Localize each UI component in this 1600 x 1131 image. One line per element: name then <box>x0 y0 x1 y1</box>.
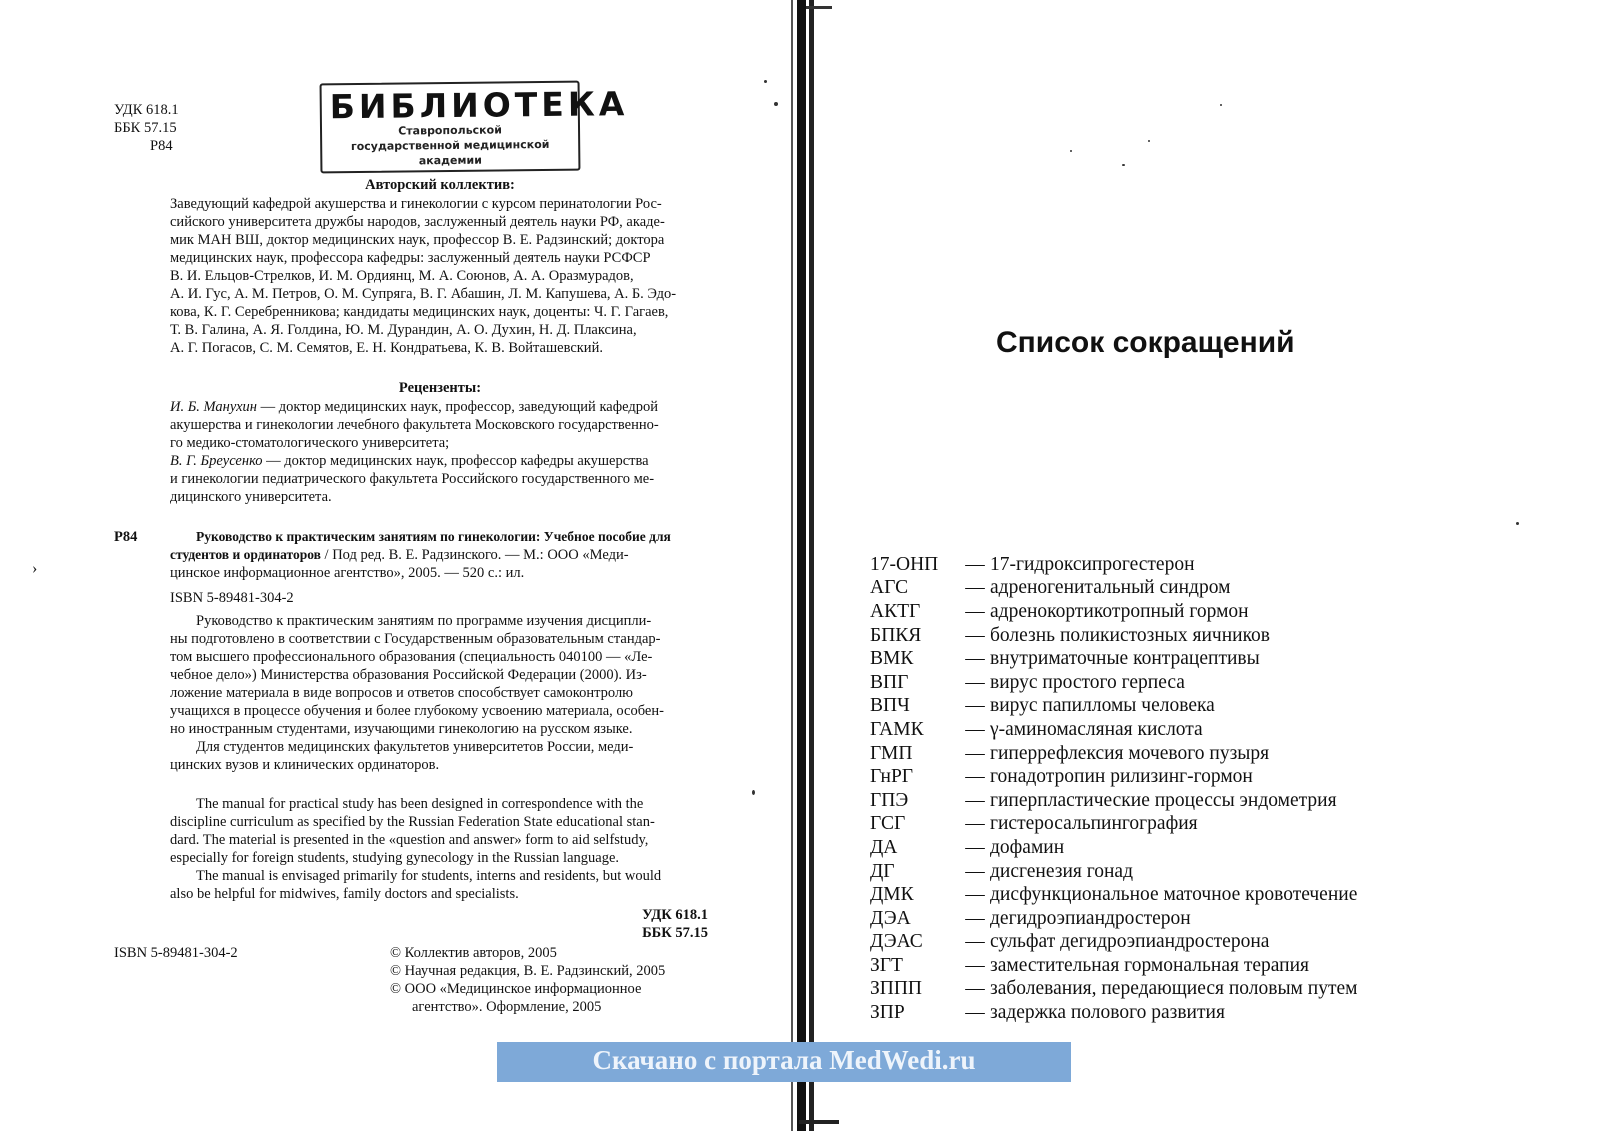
stamp-title: БИБЛИОТЕКА <box>329 84 629 127</box>
abbr-key: ГСГ <box>870 813 906 835</box>
abbr-row <box>870 577 1430 601</box>
authors-line: мик МАН ВШ, доктор медицинских наук, профессор В. Е. Радзинский; доктора <box>170 232 665 248</box>
abbr-row <box>870 883 1430 907</box>
abbr-value: сульфат дегидроэпиандростерона <box>990 931 1270 953</box>
abbreviation-list <box>870 553 1430 1025</box>
abbr-dash: — <box>965 742 985 764</box>
annotation-en-line: also be helpful for midwives, family doctors and specialists. <box>170 886 519 902</box>
stamp-line-1: Ставропольской <box>398 123 502 138</box>
abbr-key: ДГ <box>870 860 895 882</box>
annotation-line: чебное дело») Министерства образования Российской Федерации (2000). Из- <box>170 667 647 683</box>
abbr-dash: — <box>965 884 985 906</box>
authors-line: Т. В. Галина, А. Я. Голдина, Ю. М. Дурандин, А. О. Духин, Н. Д. Плаксина, <box>170 322 637 338</box>
abbr-row <box>870 813 1430 837</box>
annotation-en <box>170 795 710 903</box>
bibliographic-record <box>170 528 710 582</box>
record-line-2 <box>170 546 710 564</box>
abbr-row <box>870 742 1430 766</box>
abbr-key: ДА <box>870 836 898 858</box>
abbr-row <box>870 718 1430 742</box>
annotation-en-line: The manual for practical study has been designed in correspondence with the <box>196 796 644 812</box>
copyright-line: агентство». Оформление, 2005 <box>412 999 602 1015</box>
copyright-line: © ООО «Медицинское информационное <box>390 981 642 997</box>
abbr-row <box>870 954 1430 978</box>
abbr-key: ДЭА <box>870 907 911 929</box>
abbr-dash: — <box>965 718 985 740</box>
authors-line: сийского университета дружбы народов, заслуженный деятель науки РФ, акаде- <box>170 214 665 230</box>
abbr-value: внутриматочные контрацептивы <box>990 648 1260 670</box>
abbr-value: дисфункциональное маточное кровотечение <box>990 884 1358 906</box>
abbr-key: ЗПР <box>870 1002 905 1024</box>
abbr-key: ВПЧ <box>870 695 910 717</box>
abbr-row <box>870 624 1430 648</box>
annotation-en-line: especially for foreign students, studying gynecology in the Russian language. <box>170 850 620 866</box>
annotation-ru <box>170 612 710 774</box>
abbr-value: 17-гидроксипрогестерон <box>990 553 1195 575</box>
abbr-value: заместительная гормональная терапия <box>990 954 1309 976</box>
annotation-line: том высшего профессионального образования (специальность 040100 — «Ле- <box>170 649 653 665</box>
scan-speck <box>1122 164 1125 166</box>
record-isbn: ISBN 5-89481-304-2 <box>170 590 294 606</box>
margin-mark: › <box>32 560 38 577</box>
abbr-value: дофамин <box>990 836 1065 858</box>
abbr-key: ГАМК <box>870 718 924 740</box>
abbr-key: ГПЭ <box>870 789 909 811</box>
abbr-dash: — <box>965 954 985 976</box>
abbr-key: АГС <box>870 577 909 599</box>
abbr-dash: — <box>965 931 985 953</box>
udk-header <box>114 101 179 155</box>
abbr-row <box>870 600 1430 624</box>
left-page <box>0 0 790 1131</box>
abbr-value: гонадотропин рилизинг-гормон <box>990 766 1253 788</box>
page-title: Список сокращений <box>996 326 1295 359</box>
abbr-value: гиперрефлексия мочевого пузыря <box>990 742 1270 764</box>
authors-line: кова, К. Г. Серебренникова; кандидаты медицинских наук, доценты: Ч. Г. Гагаев, <box>170 304 669 320</box>
scan-speck <box>752 790 755 795</box>
author-mark: Р84 <box>150 138 173 154</box>
stamp-line-3: академии <box>418 153 482 168</box>
reviewer-1-cont: го медико-стоматологического университета; <box>170 435 450 451</box>
abbr-key: ГнРГ <box>870 766 914 788</box>
annotation-line: учащихся в процессе обучения и более глубокому усвоению материала, особен- <box>170 703 664 719</box>
copyright-line: © Научная редакция, В. Е. Радзинский, 2005 <box>390 963 666 979</box>
scan-speck <box>1220 104 1222 106</box>
reviewer-1-name: И. Б. Манухин <box>170 399 257 415</box>
authors-heading: Авторский коллектив: <box>365 177 515 193</box>
reviewer-2-cont: и гинекологии педиатрического факультета Российского государственного ме- <box>170 471 655 487</box>
abbr-row <box>870 836 1430 860</box>
record-code: Р84 <box>114 529 138 545</box>
library-stamp <box>320 81 629 174</box>
abbr-value: вирус папилломы человека <box>990 695 1215 717</box>
record-editor: / Под ред. В. Е. Радзинского. — М.: ООО «Меди- <box>320 547 629 563</box>
copyright-block <box>390 944 720 1016</box>
annotation-en-line: discipline curriculum as specified by the Russian Federation State educational stan- <box>170 814 655 830</box>
abbr-dash: — <box>965 600 985 622</box>
authors-line: А. И. Гус, А. М. Петров, О. М. Супряга, В. Г. Абашин, Л. М. Капушева, А. Б. Эдо- <box>170 286 677 302</box>
abbr-dash: — <box>965 978 985 1000</box>
abbr-row <box>870 647 1430 671</box>
abbr-dash: — <box>965 1002 985 1024</box>
scan-speck <box>1148 140 1150 142</box>
reviewer-2-cont: дицинского университета. <box>170 489 332 505</box>
abbr-value: дисгенезия гонад <box>990 860 1133 882</box>
abbr-key: ЗППП <box>870 978 923 1000</box>
record-title-cont: студентов и ординаторов <box>170 547 321 562</box>
abbr-dash: — <box>965 766 985 788</box>
reviewer-2-name: В. Г. Бреусенко <box>170 453 263 469</box>
abbr-row <box>870 765 1430 789</box>
abbr-dash: — <box>965 624 985 646</box>
authors-line: В. И. Ельцов-Стрелков, И. М. Ордиянц, М. А. Союнов, А. А. Оразмурадов, <box>170 268 634 284</box>
abbr-row <box>870 907 1430 931</box>
abbr-value: адренокортикотропный гормон <box>990 600 1249 622</box>
authors-block <box>170 195 710 357</box>
footer-isbn: ISBN 5-89481-304-2 <box>114 945 238 961</box>
abbr-row <box>870 695 1430 719</box>
copyright-line: © Коллектив авторов, 2005 <box>390 945 557 961</box>
annotation-line: но иностранным студентами, изучающими гинекологию на русском языке. <box>170 721 633 737</box>
authors-line: А. Г. Погасов, С. М. Семятов, Е. Н. Кондратьева, К. В. Войташевский. <box>170 340 603 356</box>
annotation-en-line: dard. The material is presented in the «question and answer» form to aid selfstudy, <box>170 832 649 848</box>
abbr-dash: — <box>965 836 985 858</box>
reviewer-2-text: — доктор медицинских наук, профессор кафедры акушерства <box>262 453 649 469</box>
abbr-dash: — <box>965 577 985 599</box>
reviewer-2 <box>170 452 710 470</box>
abbr-row <box>870 553 1430 577</box>
udk-code: УДК 618.1 <box>114 102 179 118</box>
abbr-value: γ-аминомасляная кислота <box>990 718 1203 740</box>
abbr-row <box>870 860 1430 884</box>
scan-speck <box>764 80 767 83</box>
abbr-value: дегидроэпиандростерон <box>990 907 1191 929</box>
abbr-dash: — <box>965 648 985 670</box>
scan-speck <box>774 102 778 106</box>
reviewers-block <box>170 398 710 506</box>
reviewer-1-cont: акушерства и гинекологии лечебного факультета Московского государственно- <box>170 417 659 433</box>
abbr-value: болезнь поликистозных яичников <box>990 624 1271 646</box>
abbr-row <box>870 789 1430 813</box>
abbr-row <box>870 978 1430 1002</box>
abbr-value: адреногенитальный синдром <box>990 577 1231 599</box>
scan-speck <box>1070 150 1072 152</box>
abbr-key: БПКЯ <box>870 624 922 646</box>
abbr-value: вирус простого герпеса <box>990 671 1185 693</box>
abbr-key: ЗГТ <box>870 954 903 976</box>
annotation-en-line: The manual is envisaged primarily for students, interns and residents, but would <box>196 868 662 884</box>
abbr-value: гистеросальпингография <box>990 813 1198 835</box>
right-page <box>812 0 1600 1131</box>
abbr-value: заболевания, передающиеся половым путем <box>990 978 1358 1000</box>
stamp-line-2: государственной медицинской <box>350 137 550 154</box>
annotation-line: ложение материала в виде вопросов и ответов способствует самоконтролю <box>170 685 634 701</box>
abbr-value: задержка полового развития <box>990 1002 1225 1024</box>
abbr-key: ВМК <box>870 648 914 670</box>
watermark-text: Скачано с портала MedWedi.ru <box>592 1045 976 1075</box>
abbr-dash: — <box>965 907 985 929</box>
annotation-line: Для студентов медицинских факультетов университетов России, меди- <box>196 739 634 755</box>
abbr-dash: — <box>965 860 985 882</box>
authors-line: Заведующий кафедрой акушерства и гинекологии с курсом перинатологии Рос- <box>170 196 662 212</box>
scan-speck <box>1516 522 1519 525</box>
annotation-line: цинских вузов и клинических ординаторов. <box>170 757 440 773</box>
abbr-dash: — <box>965 671 985 693</box>
abbr-key: ГМП <box>870 742 913 764</box>
watermark-banner <box>497 1042 1071 1082</box>
abbr-key: АКТГ <box>870 600 921 622</box>
abbr-key: ДМК <box>870 884 914 906</box>
abbr-row <box>870 931 1430 955</box>
abbr-row <box>870 671 1430 695</box>
annotation-line: ны подготовлено в соответствии с Государственным образовательным стандар- <box>170 631 661 647</box>
reviewers-heading: Рецензенты: <box>398 380 482 396</box>
bbk-code: ББК 57.15 <box>114 120 177 136</box>
abbr-row <box>870 1001 1430 1025</box>
footer-udk-code: УДК 618.1 <box>642 907 708 923</box>
record-line-3: цинское информационное агентство», 2005. — 520 с.: ил. <box>170 565 525 581</box>
abbr-dash: — <box>965 695 985 717</box>
abbr-key: ДЭАС <box>870 931 923 953</box>
reviewer-1-text: — доктор медицинских наук, профессор, заведующий кафедрой <box>256 399 658 415</box>
annotation-line: Руководство к практическим занятиям по программе изучения дисципли- <box>196 613 652 629</box>
reviewer-1 <box>170 398 710 416</box>
abbr-key: 17-ОНП <box>870 553 939 575</box>
abbr-key: ВПГ <box>870 671 909 693</box>
abbr-dash: — <box>965 813 985 835</box>
footer-udk <box>642 906 708 942</box>
abbr-dash: — <box>965 553 985 575</box>
abbr-dash: — <box>965 789 985 811</box>
footer-bbk-code: ББК 57.15 <box>642 925 708 941</box>
abbr-value: гиперпластические процессы эндометрия <box>990 789 1337 811</box>
record-title: Руководство к практическим занятиям по гинекологии: Учебное пособие для <box>196 529 671 544</box>
authors-line: медицинских наук, профессора кафедры: заслуженный деятель науки РСФСР <box>170 250 651 266</box>
